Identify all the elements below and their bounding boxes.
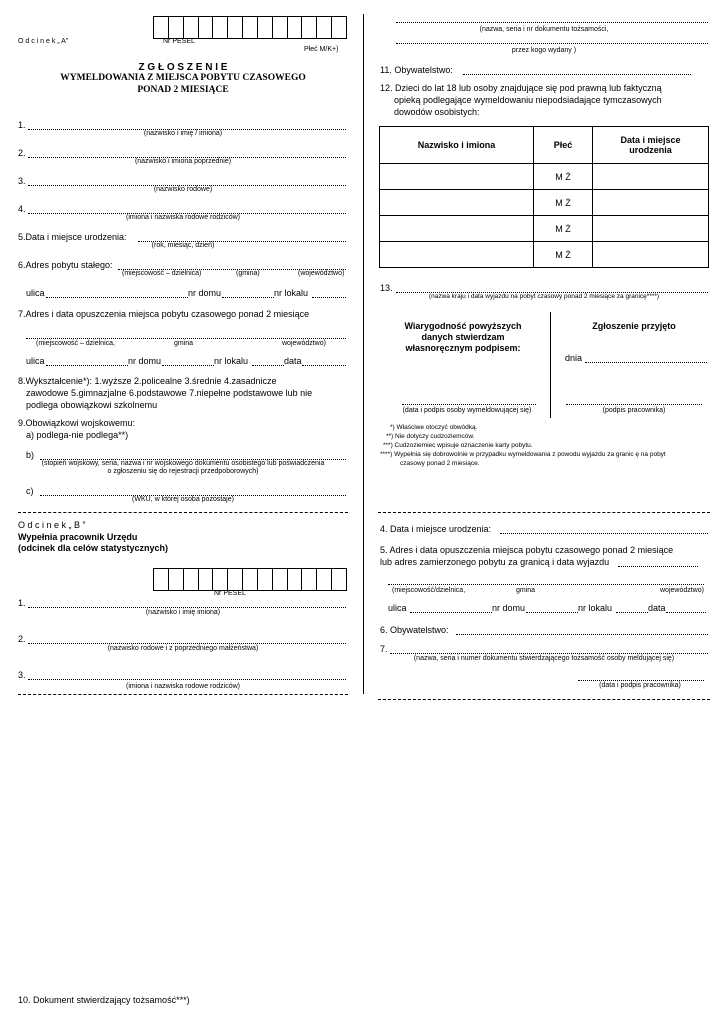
f7-house-input[interactable]: [162, 365, 214, 366]
field-7-caption-2: gmina: [174, 340, 194, 347]
r5-house-input[interactable]: [526, 612, 578, 613]
pesel-boxes-b[interactable]: [153, 568, 347, 591]
table-row: [380, 190, 709, 216]
form-title: Z G Ł O S Z E N I E: [138, 62, 228, 73]
clerk-signature-caption: (podpis pracownika): [602, 407, 666, 414]
field-11-label: 11. Obywatelstwo:: [380, 65, 453, 75]
b-field-2-input[interactable]: [28, 643, 346, 644]
sex-label: Płeć M/K+): [304, 46, 339, 53]
f7-street-label: ulica: [26, 356, 45, 366]
child-sex-cell[interactable]: M Ż: [534, 216, 593, 242]
field-8-line-3: podlega obowiązkowi szkolnemu: [26, 400, 158, 410]
signature-divider: [550, 312, 551, 418]
col-name-header: Nazwisko i imiona: [380, 127, 534, 164]
f7-date-input[interactable]: [302, 365, 346, 366]
f7-street-input[interactable]: [46, 365, 128, 366]
credibility-line-3: własnoręcznym podpisem:: [405, 343, 521, 353]
r-clerk-signature-input[interactable]: [578, 680, 704, 681]
children-table: [379, 126, 709, 268]
field-1-label: 1.: [18, 120, 26, 130]
r5-flat-input[interactable]: [616, 612, 648, 613]
field-7-label: 7.Adres i data opuszczenia miejsca pobytu czasowego ponad 2 miesiące: [18, 309, 310, 319]
odcinek-b-label: O d c i n e k „ B ”: [18, 520, 86, 530]
r5-date-input[interactable]: [666, 612, 706, 613]
field-9c-caption: (WKU, w której osoba pozostaje): [132, 496, 234, 503]
field-4-caption: (imiona i nazwiska rodowe rodziców): [126, 214, 240, 221]
child-birth-cell[interactable]: [593, 242, 709, 268]
f6-house-label: nr domu: [188, 288, 222, 298]
f7-house-label: nr domu: [128, 356, 162, 366]
f6-street-label: ulica: [26, 288, 45, 298]
footnote-4-line-1: ****) Wypełnia się dobrowolnie w przypadku wymeldowania z powodu wyjazdu za granic ę na pobyt: [380, 451, 666, 458]
cut-line-right: [378, 512, 710, 513]
bottom-line-right: [378, 699, 710, 700]
field-6-label: 6.Adres pobytu stałego:: [18, 260, 113, 270]
applicant-signature-input[interactable]: [402, 404, 536, 405]
applicant-signature-caption: (data i podpis osoby wymeldowującej się): [402, 407, 532, 414]
child-name-cell[interactable]: [380, 216, 534, 242]
odcinek-a-label: O d c i n e k „ A”: [18, 38, 69, 45]
child-birth-cell[interactable]: [593, 216, 709, 242]
r5-street-input[interactable]: [410, 612, 492, 613]
col-birth-header: [593, 127, 709, 164]
footnote-4-line-2: czasowy ponad 2 miesiące.: [400, 460, 480, 467]
r-field-5-input[interactable]: [388, 584, 704, 585]
f7-flat-input[interactable]: [252, 365, 284, 366]
child-birth-cell[interactable]: [593, 190, 709, 216]
issuer-input[interactable]: [396, 43, 708, 44]
bottom-line-left: [18, 694, 348, 695]
field-9a: a) podlega-nie podlega**): [26, 430, 129, 440]
r-field-7-label: 7.: [380, 644, 388, 654]
table-row: [380, 164, 709, 190]
pesel-b-label: Nr PESEL: [214, 590, 246, 597]
child-name-cell[interactable]: [380, 164, 534, 190]
b-field-3-caption: (imiona i nazwiska rodowe rodziców): [126, 683, 240, 690]
r-field-6-label: 6. Obywatelstwo:: [380, 625, 449, 635]
day-label: dnia: [565, 353, 583, 363]
f6-flat-input[interactable]: [312, 297, 346, 298]
b-field-2-label: 2.: [18, 634, 26, 644]
field-13-label: 13.: [380, 283, 393, 293]
footnote-1: *) Właściwe otoczyć obwódką.: [390, 424, 478, 431]
field-9b-label: b): [26, 450, 35, 460]
issuer-caption: przez kogo wydany ): [511, 47, 577, 54]
child-sex-cell[interactable]: M Ż: [534, 164, 593, 190]
r-field-5-caption-1: (miejscowość/dzielnica,: [392, 587, 466, 594]
b-field-3-label: 3.: [18, 670, 26, 680]
b-field-3-input[interactable]: [28, 679, 346, 680]
accepted-label: Zgłoszenie przyjęto: [592, 321, 676, 331]
r-field-5-caption-2: gmina: [516, 587, 536, 594]
field-1-caption: (nazwisko i imię / imiona): [143, 130, 223, 137]
field-6-caption-2: (gmina): [236, 270, 260, 277]
field-6-caption-1: (miejscowość – dzielnica): [122, 270, 202, 277]
col-birth-header-1: Data i miejsce: [620, 135, 681, 145]
r5-street-label: ulica: [388, 603, 407, 613]
field-6-caption-3: (województwo): [298, 270, 345, 277]
child-sex-cell[interactable]: M Ż: [534, 190, 593, 216]
f6-street-input[interactable]: [46, 297, 188, 298]
field-9c-label: c): [26, 486, 34, 496]
field-12-line-1: 12. Dzieci do lat 18 lub osoby znajdujące się pod prawną lub faktyczną: [380, 83, 662, 93]
field-7-caption-1: (miejscowość – dzielnica,: [36, 340, 115, 347]
field-7-input[interactable]: [26, 338, 346, 339]
field-2-label: 2.: [18, 148, 26, 158]
document-caption: (nazwa, seria i nr dokumentu tożsamości,: [479, 26, 609, 33]
document-input[interactable]: [396, 22, 708, 23]
r-field-5-date-input[interactable]: [618, 566, 698, 567]
cut-line-left: [18, 512, 348, 513]
child-sex-cell[interactable]: M Ż: [534, 242, 593, 268]
r-field-7-caption: (nazwa, seria i numer dokumentu stwierdzającego tożsamość osoby meldującej się): [413, 655, 675, 662]
credibility-line-1: Wiarygodność powyższych: [404, 321, 522, 331]
table-row: [380, 242, 709, 268]
field-9b-caption-1: (stopień wojskowy, seria, nazwa i nr wojskowego dokumentu osobistego lub poświadczenia: [41, 460, 325, 467]
r5-house-label: nr domu: [492, 603, 526, 613]
r-field-5-line-1: 5. Adres i data opuszczenia miejsca pobytu czasowego ponad 2 miesiące: [380, 545, 674, 555]
f6-flat-label: nr lokalu: [274, 288, 309, 298]
r-field-6-input[interactable]: [456, 634, 708, 635]
field-10-label: 10. Dokument stwierdzający tożsamość***): [18, 995, 190, 1005]
field-11-input[interactable]: [463, 74, 691, 75]
b-field-2-caption: (nazwisko rodowe i z poprzedniego małżeństwa): [107, 645, 259, 652]
table-row: [380, 216, 709, 242]
field-8-line-1: 8.Wykształcenie*): 1.wyższe 2.policealne 3.średnie 4.zasadnicze: [18, 376, 277, 386]
statistics-label: (odcinek dla celów statystycznych): [18, 543, 169, 553]
r-field-4-label: 4. Data i miejsce urodzenia:: [380, 524, 492, 534]
field-12-line-3: dowodów osobistych:: [394, 107, 480, 117]
credibility-line-2: danych stwierdzam: [421, 332, 505, 342]
form-subtitle-1: WYMELDOWANIA Z MIEJSCA POBYTU CZASOWEGO: [60, 73, 306, 83]
b-field-1-input[interactable]: [28, 607, 346, 608]
day-input[interactable]: [585, 362, 707, 363]
b-field-1-caption: (nazwisko i imię imiona): [145, 609, 221, 616]
f7-date-label: data: [284, 356, 302, 366]
b-field-1-label: 1.: [18, 598, 26, 608]
r-clerk-signature-caption: (data i podpis pracownika): [599, 682, 681, 689]
r-field-5-line-2: lub adres zamierzonego pobytu za granicą i data wyjazdu: [380, 557, 610, 567]
r-field-5-caption-3: województwo): [660, 587, 704, 594]
field-7-caption-3: województwo): [282, 340, 326, 347]
pesel-label: Nr PESEL: [163, 38, 195, 45]
col-birth-header-2: urodzenia: [629, 145, 672, 155]
form-subtitle-2: PONAD 2 MIESIĄCE: [137, 85, 229, 95]
field-9b-caption-2: o zgłoszeniu się do rejestracji przedpoborowych): [107, 468, 259, 475]
field-5-caption: (rok, miesiąc, dzień): [151, 242, 215, 249]
field-4-label: 4.: [18, 204, 26, 214]
clerk-signature-input[interactable]: [566, 404, 702, 405]
field-8-line-2: zawodowe 5.gimnazjalne 6.podstawowe 7.niepełne podstawowe lub nie: [26, 388, 313, 398]
child-name-cell[interactable]: [380, 242, 534, 268]
field-3-label: 3.: [18, 176, 26, 186]
field-2-caption: (nazwisko i imiona poprzednie): [134, 158, 232, 165]
field-12-line-2: opieką podlegające wymeldowaniu niepodsiadające tymczasowych: [394, 95, 662, 105]
field-3-caption: (nazwisko rodowe): [153, 186, 213, 193]
field-9-label: 9.Obowiązkowi wojskowemu:: [18, 418, 136, 428]
r-field-4-input[interactable]: [500, 533, 708, 534]
col-sex-header: Płeć: [534, 127, 593, 164]
child-name-cell[interactable]: [380, 190, 534, 216]
f7-flat-label: nr lokalu: [214, 356, 249, 366]
r5-flat-label: nr lokalu: [578, 603, 613, 613]
footnote-2: **) Nie dotyczy cudzoziemców.: [386, 433, 475, 440]
footnote-3: ***) Cudzoziemiec wpisuje oznaczenie karty pobytu.: [383, 442, 533, 449]
field-5-label: 5.Data i miejsce urodzenia:: [18, 232, 127, 242]
child-birth-cell[interactable]: [593, 164, 709, 190]
column-divider: [363, 14, 364, 694]
field-13-caption: (nazwa kraju i data wyjazdu na pobyt czasowy ponad 2 miesiące za granicę****): [428, 293, 660, 300]
r-field-7-input[interactable]: [390, 653, 708, 654]
pesel-boxes-a[interactable]: [153, 16, 347, 39]
r5-date-label: data: [648, 603, 666, 613]
table-header-row: [380, 127, 709, 164]
f6-house-input[interactable]: [222, 297, 274, 298]
office-fill-label: Wypełnia pracownik Urzędu: [18, 532, 138, 542]
